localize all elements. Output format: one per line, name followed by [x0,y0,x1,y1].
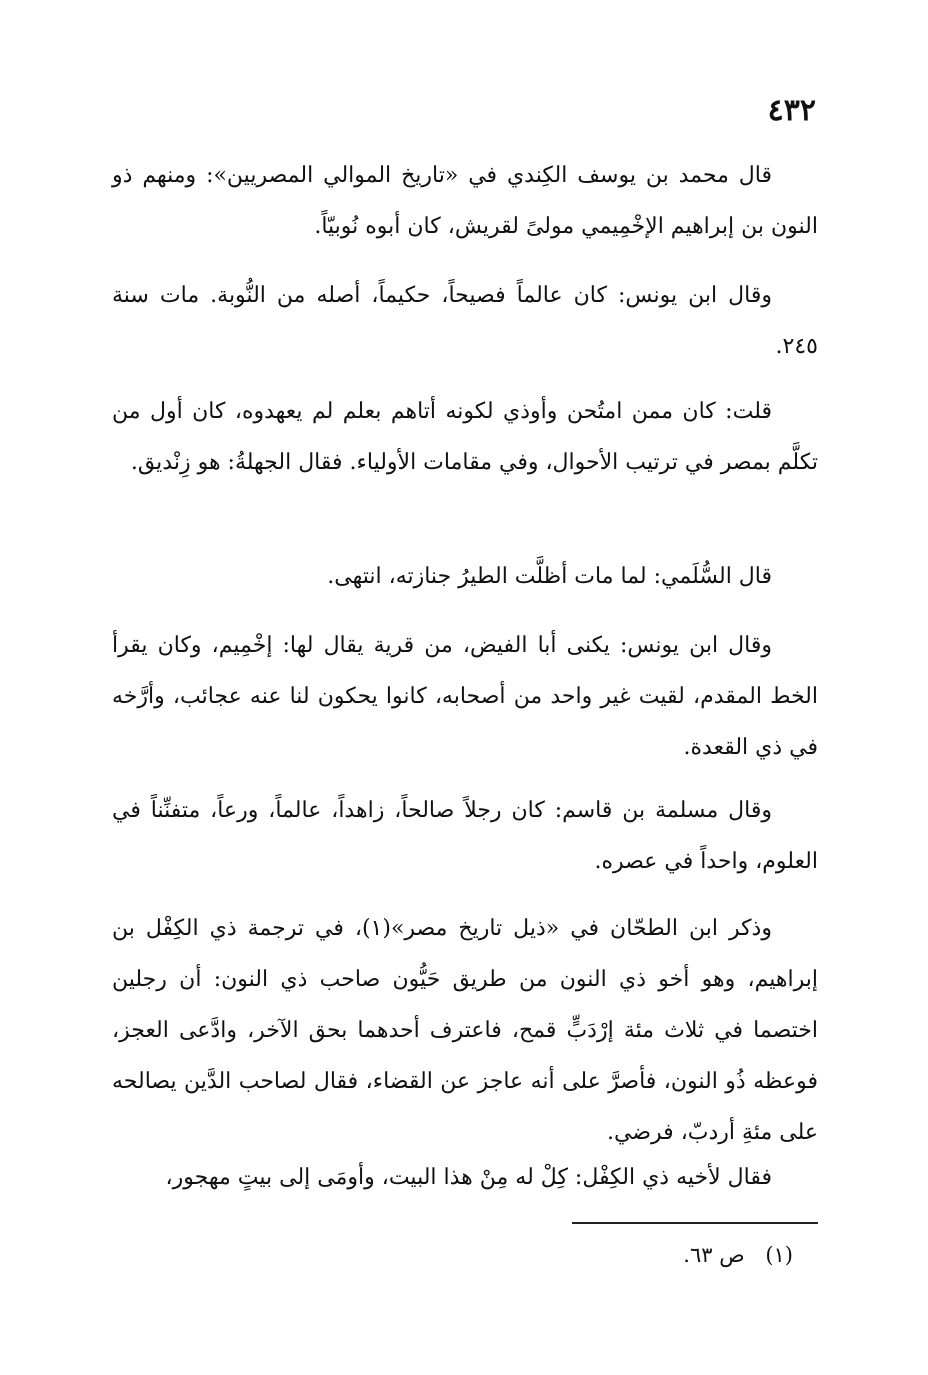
footnote-separator [572,1222,818,1224]
paragraph-kindi: قال محمد بن يوسف الكِندي في «تاريخ الموالي المصريين»: ومنهم ذو النون بن إبراهيم الإخْمِيمي مولىً لقريش، كان أبوه نُوبيّاً. [112,163,818,239]
paragraph-ibn-yunus-2: وقال ابن يونس: يكنى أبا الفيض، من قرية يقال لها: إخْمِيم، وكان يقرأ الخط المقدم، لقيت غير واحد من أصحابه، كانوا يحكون لنا عنه عجائب، وأرَّخه في ذي القعدة. [112,633,818,760]
footnote [683,1240,793,1270]
footnote-text: ص ٦٣. [683,1243,745,1267]
paragraph-maslama: وقال مسلمة بن قاسم: كان رجلاً صالحاً، زاهداً، عالماً، ورعاً، متفنِّناً في العلوم، واحداً في عصره. [112,798,818,874]
paragraph-ibn-yunus-1: وقال ابن يونس: كان عالماً فصيحاً، حكيماً، أصله من النُّوبة. مات سنة ٢٤٥. [112,283,818,359]
paragraph-sulami: قال السُّلَمي: لما مات أظلَّت الطيرُ جنازته، انتهى. [327,564,772,589]
paragraph-ibn-tahhan: وذكر ابن الطحّان في «ذيل تاريخ مصر»(١)، في ترجمة ذي الكِفْل بن إبراهيم، وهو أخو ذي النون من طريق حَيُّون صاحب ذي النون: أن رجلين اختصما في ثلاث مئة إرْدَبٍّ قمح، فاعترف أحدهما بحق الآخر، وادَّعى العجز، فوعظه ذُو النون، فأصرَّ على أنه عاجز عن القضاء، فقال لصاحب الدَّين يصالحه على مئةِ أردبّ، فرضي. [112,916,818,1145]
paragraph-qultu: قلت: كان ممن امتُحن وأوذي لكونه أتاهم بعلم لم يعهدوه، كان أول من تكلَّم بمصر في ترتيب الأحوال، وفي مقامات الأولياء. فقال الجهلةُ: هو زِنْديق. [112,399,818,475]
paragraph-dhi-kifl: فقال لأخيه ذي الكِفْل: كِلْ له مِنْ هذا البيت، وأومَى إلى بيتٍ مهجور، [165,1165,772,1190]
page-number: ٤٣٢ [767,93,816,128]
footnote-marker: (١) [765,1243,793,1267]
